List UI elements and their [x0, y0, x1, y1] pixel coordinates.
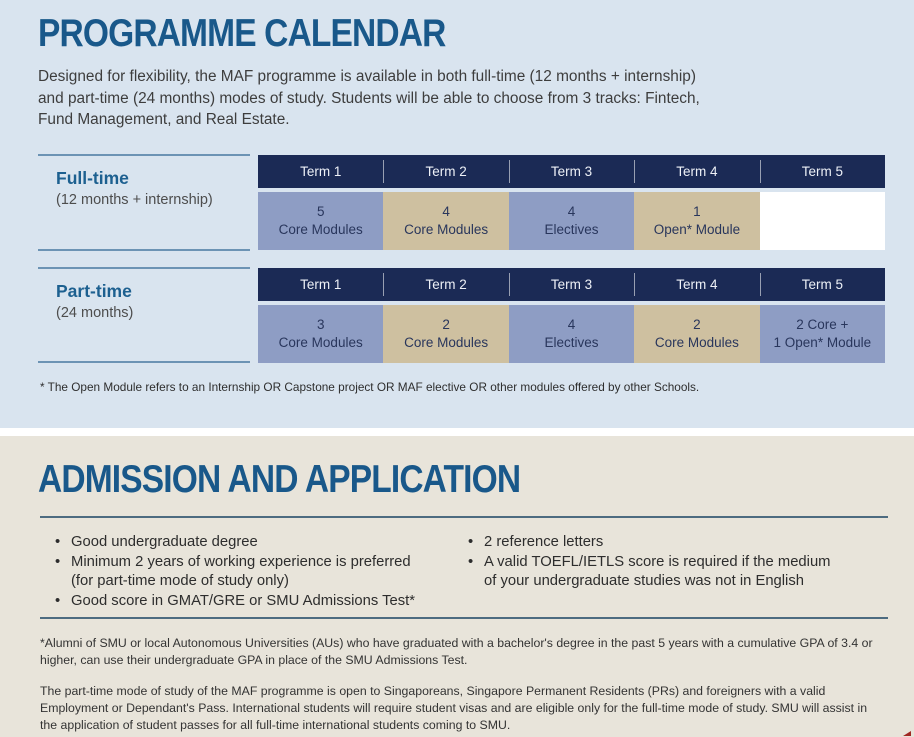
module-label: Core Modules	[404, 222, 489, 237]
full-time-module-row	[258, 192, 885, 250]
intro-line: Fund Management, and Real Estate.	[38, 111, 290, 128]
module-count: 4	[567, 317, 576, 332]
term-header-cell: Term 1	[300, 277, 342, 292]
list-item	[468, 533, 888, 553]
bullet-icon: •	[55, 553, 61, 570]
divider-line	[38, 154, 250, 156]
full-time-term-header	[258, 155, 885, 188]
term-header-cell: Term 2	[383, 155, 508, 188]
bullet-text: Minimum 2 years of working experience is preferred	[71, 553, 411, 570]
term-header-cell: Term 5	[760, 268, 885, 301]
module-label: Electives	[544, 222, 599, 237]
divider-line	[38, 267, 250, 269]
module-label: Core Modules	[654, 335, 739, 350]
programme-intro	[38, 66, 700, 131]
module-cell	[509, 305, 634, 363]
programme-calendar-title: PROGRAMME CALENDAR	[38, 12, 446, 55]
bullet-icon: •	[468, 534, 474, 550]
bullet-text: (for part-time mode of study only)	[71, 573, 289, 589]
bullet-icon: •	[468, 553, 474, 570]
module-cell	[383, 305, 508, 363]
part-time-duration: (24 months)	[56, 305, 134, 321]
module-cell	[258, 305, 383, 363]
admission-title: ADMISSION AND APPLICATION	[38, 458, 521, 501]
module-label: Core Modules	[278, 222, 363, 237]
list-item	[55, 533, 455, 553]
module-label: Electives	[544, 335, 599, 350]
intro-line: and part-time (24 months) modes of study. Students will be able to choose from 3 tracks: Fintech,	[38, 89, 700, 107]
full-time-label: Full-time	[56, 168, 129, 188]
list-item	[468, 553, 888, 592]
bullet-text: Good undergraduate degree	[71, 534, 258, 550]
footnote-paragraph: *Alumni of SMU or local Autonomous Universities (AUs) who have graduated with a bachelor's degree in the past 5 years with a cumulative GPA of 3.4 or higher, can use their undergraduate GPA in place of the SMU Admissions Test.	[40, 636, 873, 667]
bullet-icon: •	[55, 592, 61, 609]
module-count: 2	[442, 317, 450, 332]
footnote-paragraph: The part-time mode of study of the MAF programme is open to Singaporeans, Singapore Permanent Residents (PRs) and foreigners with a valid Employment or Dependant's Pass. International students will require student visas and are eligible only for the full-time mode of study. SMU will assist in the application of student passes for all full-time international students coming to SMU.	[40, 684, 868, 732]
part-time-module-row	[258, 305, 885, 363]
admission-bullets-left	[55, 533, 455, 611]
module-label: 1 Open* Module	[773, 335, 872, 350]
module-label: Open* Module	[653, 222, 741, 237]
term-header-cell: Term 4	[634, 268, 759, 301]
module-cell	[760, 305, 885, 363]
bullet-text: Good score in GMAT/GRE or SMU Admissions Test*	[71, 592, 415, 609]
part-time-term-header	[258, 268, 885, 301]
admission-footnotes	[40, 635, 878, 734]
admission-section	[0, 436, 914, 737]
bullet-icon: •	[55, 534, 61, 550]
module-cell	[509, 192, 634, 250]
list-item	[55, 553, 455, 592]
module-cell	[383, 192, 508, 250]
divider-line	[38, 361, 250, 363]
module-cell	[634, 305, 759, 363]
divider-line	[38, 249, 250, 251]
term-header-cell: Term 5	[760, 155, 885, 188]
module-count: 2	[693, 317, 701, 332]
bullet-text: of your undergraduate studies was not in English	[484, 573, 804, 589]
module-count: 4	[442, 204, 450, 219]
term-header-cell: Term 2	[383, 268, 508, 301]
module-count: 1	[693, 204, 701, 219]
term-header-cell: Term 1	[300, 164, 342, 179]
module-cell	[258, 192, 383, 250]
module-count: 2 Core +	[796, 317, 849, 332]
bullet-text: A valid TOEFL/IETLS score is required if the medium	[484, 553, 831, 570]
open-module-footnote: * The Open Module refers to an Internship OR Capstone project OR MAF elective OR other modules offered by other Schools.	[40, 380, 700, 394]
term-header-cell: Term 4	[634, 155, 759, 188]
admission-bullets-right	[468, 533, 888, 592]
term-header-cell: Term 3	[509, 155, 634, 188]
intro-line: Designed for flexibility, the MAF programme is available in both full-time (12 months + internship)	[38, 68, 696, 85]
list-item	[55, 592, 455, 612]
module-cell-empty	[760, 192, 885, 250]
bullet-text: 2 reference letters	[484, 534, 604, 550]
module-cell	[634, 192, 759, 250]
divider-line	[40, 516, 888, 518]
module-count: 4	[567, 204, 576, 219]
module-label: Core Modules	[278, 335, 363, 350]
divider-line	[40, 617, 888, 619]
module-label: Core Modules	[404, 335, 489, 350]
term-header-cell: Term 3	[509, 268, 634, 301]
module-count: 5	[316, 204, 325, 219]
full-time-duration: (12 months + internship)	[56, 192, 213, 208]
module-count: 3	[316, 317, 325, 332]
part-time-label: Part-time	[56, 281, 132, 301]
